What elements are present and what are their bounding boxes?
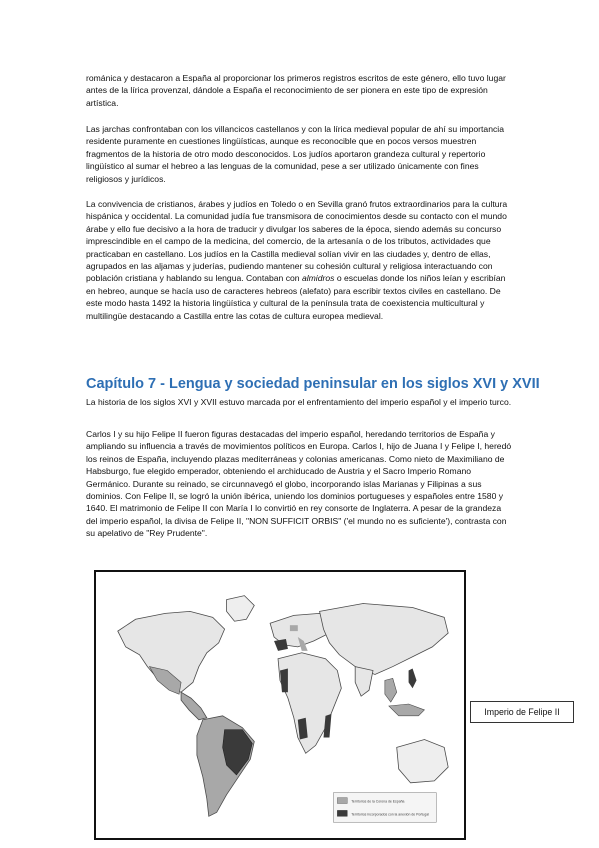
figure-caption: Imperio de Felipe II	[470, 701, 574, 723]
empire-map-figure	[94, 570, 466, 840]
legend-label-spain: Territorios de la Corona de España	[351, 799, 405, 804]
emphasis-almidros: almidros	[301, 273, 335, 284]
paragraph-convivencia-part1: La convivencia de cristianos, árabes y judíos en Toledo o en Sevilla granó frutos extraordinarios para la cultura hispánica y occidental. La comunidad judía fue transmisora de conocimientos desde su contacto con el mundo árabe y ello fue decisivo a la hora de traducir y divulgar los saberes de la época, siendo además su concurso imprescindible en el campo de la medicina, del comercio, de la artesanía o de los tributos, actividades que practicaban en castellano. Los judíos en la Castilla medieval solían vivir en las ciudades y, dentro de ellas, agrupados en las aljamas y juderías, pudiendo mantener su cohesión cultural y religiosa interactuando con población cristiana y hablando su lengua. Contaban con	[86, 199, 508, 284]
paragraph-jarchas-confrontation: Las jarchas confrontaban con los villancicos castellanos y con la lírica medieval popular de ahí su importancia residente puramente en cuestiones lingüísticas, aunque es reconocible que en pocos versos muestren fragmentos de la historia de otro modo desconocidos. Los judíos aportaron grandeza cultural y repertorio lingüístico al sumar el hebreo a las lenguas de la comunidad, pese a ser utilizado únicamente con fines religiosos y jurídicos.	[86, 124, 504, 184]
legend-label-portugal: Territorios incorporados con la anexión de Portugal	[351, 812, 429, 817]
paragraph-jarchas-intro: románica y destacaron a España al proporcionar los primeros registros escritos de este género, ello tuvo lugar antes de la lírica provenzal, dándole a España el reconocimiento de ser pionera en este tipo de expresión artística.	[86, 73, 506, 108]
paragraph-convivencia	[86, 198, 514, 322]
chapter-heading: Capítulo 7 - Lengua y sociedad peninsular en los siglos XVI y XVII	[86, 376, 540, 392]
map-legend	[333, 793, 436, 823]
world-map-image	[96, 572, 464, 838]
territory-low-countries	[290, 625, 298, 631]
paragraph-carlos-felipe: Carlos I y su hijo Felipe II fueron figuras destacadas del imperio español, heredando territorios de España y ampliando su influencia a través de movimientos políticos en Europa. Carlos I, hijo de Juana I y Felipe I, heredó los reinos de España, incluyendo plazas mediterráneas y colonias americanas. Como nieto de Maximiliano de Habsburgo, fue elegido emperador, obteniendo el archiducado de Austria y el Sacro Imperio Romano Germánico. Durante su reinado, se circunnavegó el globo, incorporando islas Marianas y Filipinas a sus dominios. Con Felipe II, se logró la unión ibérica, uniendo los dominios portugueses y españoles entre 1580 y 1640. El matrimonio de Felipe II con María I lo convirtió en rey consorte de Inglaterra. A pesar de la grandeza del imperio español, la divisa de Felipe II, "NON SUFFICIT ORBIS" ('el mundo no es suficiente'), contrasta con su apelativo de "Rey Prudente".	[86, 429, 512, 539]
paragraph-convivencia-part2: o escuelas donde los niños leían y escribían en hebreo, aunque se hacía uso de caracteres hebreos (alefato) para escribir textos civiles en castellano. De este modo hasta 1492 la historia lingüística y cultural de la península trata de coexistencia multicultural y multilingüe destacando a Castilla entre las cotas de cultura europea medieval.	[86, 273, 506, 321]
paragraph-siglos-intro: La historia de los siglos XVI y XVII estuvo marcada por el enfrentamiento del imperio español y el imperio turco.	[86, 397, 512, 407]
